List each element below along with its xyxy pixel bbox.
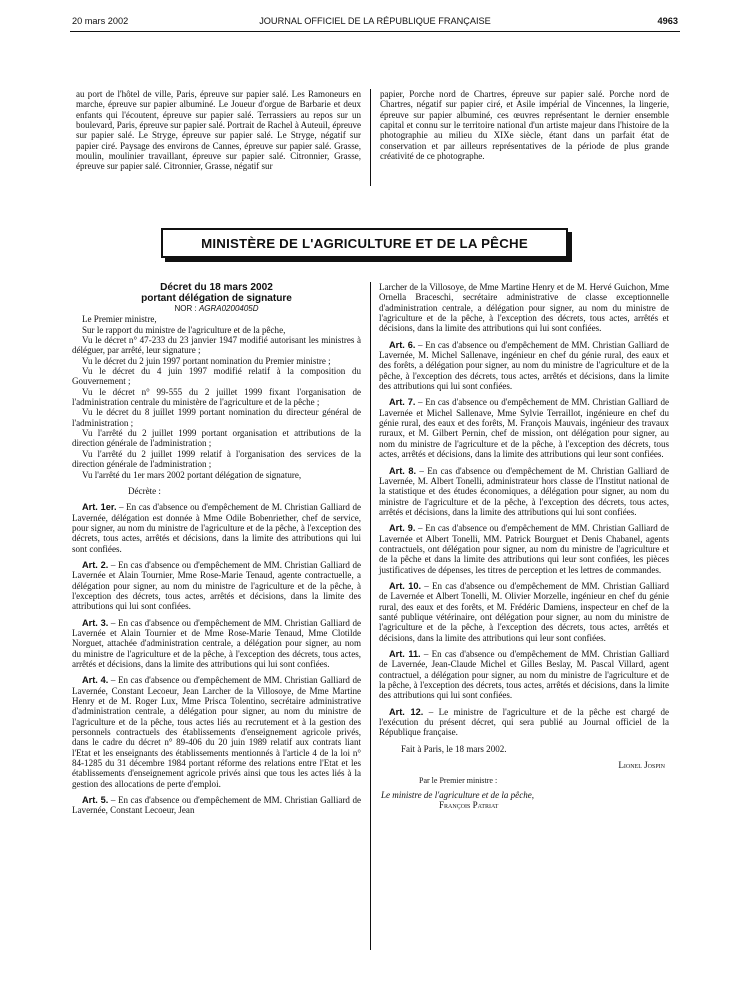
column-divider [370, 282, 371, 950]
top-right-text: papier, Porche nord de Chartres, épreuve sur papier salé. Porche nord de Chartres, négatif sur papier ciré, et Asile impérial de Vincennes, la lingerie, épreuve sur papier albuminé, ces œuvres représentant le dernier ensemble capital et connu sur le territoire national d'un artiste majeur dans l'histoire de la photographie au milieu du XIXe siècle, étant dans un parfait état de conservation et par ailleurs représentatives de la période de plus grande créativité de ce photographe. [380, 89, 669, 162]
article-label: Art. 11. [389, 649, 421, 659]
by-prime-minister: Par le Premier ministre : [419, 776, 498, 786]
article-label: Art. 10. [389, 580, 422, 591]
article [379, 581, 669, 643]
article-label: Art. 1er. [82, 502, 117, 513]
article-text: – En cas d'absence ou d'empêchement de MM. Christian Galliard de Lavernée et Alain Tournier, Mme Rose-Marie Tenaud, agente contractuelle, a délégation pour signer, au nom du ministre de l'agriculture et de la pêche, à l'exception des décrets, tous actes, arrêtés et décisions, dans la limite des attributions qui lui sont confiées. [72, 559, 361, 612]
preamble-line: Vu le décret n° 47-233 du 23 janvier 1947 modifié autorisant les ministres à déléguer, par arrêté, leur signature ; [72, 335, 361, 356]
header-journal-title: JOURNAL OFFICIEL DE LA RÉPUBLIQUE FRANÇAISE [259, 16, 491, 26]
column-divider-top [370, 89, 371, 186]
preamble-line: Vu l'arrêté du 1er mars 2002 portant délégation de signature, [82, 469, 302, 480]
article [72, 618, 361, 670]
article-label: Art. 3. [82, 617, 109, 628]
page-header [72, 16, 678, 30]
articles-right [379, 340, 669, 738]
article-label: Art. 4. [82, 675, 109, 686]
decree-left-column [72, 282, 361, 816]
article [379, 340, 669, 392]
minister-title: Le ministre de l'agriculture et de la pêche, [381, 789, 535, 800]
article-text: – En cas d'absence ou d'empêchement de MM. Christian Galliard de Lavernée et Albert Tonelli, M. Olivier Morzelle, ingénieur en chef du génie rural, des eaux et des forêts, et M. Frédéric Damiens, inspecteur en chef de la santé publique vétérinaire, ont délégation pour signer, au nom du ministre de l'agriculture et de la pêche, à l'exception des décrets, tous actes, arrêtés et décisions, dans la limite des attributions qui leur sont confiées. [379, 580, 669, 643]
preamble-line: Vu l'arrêté du 2 juillet 1999 portant organisation et attributions de la direction générale de l'administration ; [72, 428, 361, 449]
article-label: Art. 7. [389, 397, 416, 408]
article-text: – En cas d'absence ou d'empêchement de MM. Christian Galliard de Lavernée et Alain Tournier et de Mme Rose-Marie Tenaud, Mme Clotilde Norguet, attachée d'administration centrale, a délégation pour signer, au nom du ministre de l'agriculture et de la pêche, à l'exception des décrets, tous actes, arrêtés et décisions, dans la limite des attributions qui lui sont confiées. [72, 617, 361, 669]
article-label: Art. 2. [82, 559, 109, 570]
article-text: – En cas d'absence ou d'empêchement de MM. Christian Galliard de Lavernée, Constant Lecoeur, Jean Larcher de la Villosoye, de Mme Martine Henry et de M. Roger Lux, Mme Prisca Tolentino, secrétaire administrative d'administration centrale, a délégation pour signer, au nom du ministre de l'agriculture et de la pêche, tous actes liés au recrutement et à la gestion des personnels contractuels des établissements d'enseignement agricole privés, dans le cadre du décret n° 89-406 du 20 juin 1989 relatif aux contrats liant l'Etat et les enseignants des établissements mentionnés à l'article 4 de la loi n° 84-1285 du 31 décembre 1984 portant réforme des relations entre l'Etat et les établissements d'enseignement agricole privés ainsi que tous les actes liés à la gestion des allocations de perte d'emploi. [72, 675, 361, 789]
article-text: – En cas d'absence ou d'empêchement de M. Christian Galliard de Lavernée, délégation est donnée à Mme Odile Bobenriether, chef de service, pour signer, au nom du ministre de l'agriculture et de la pêche, à l'exception des décrets, tous actes, arrêtés et décisions, dans la limite des attributions qui lui sont confiées. [72, 502, 361, 554]
preamble-line: Vu l'arrêté du 2 juillet 1999 relatif à l'organisation des services de la direction générale de l'administration ; [72, 448, 361, 470]
top-left-column [76, 89, 361, 172]
header-date: 20 mars 2002 [72, 16, 129, 26]
article-5-continuation: Larcher de la Villosoye, de Mme Martine Henry et de M. Hervé Guichon, Mme Ornella Braceschi, secrétaire administrative de classe exceptionnelle d'administration centrale, a délégation pour signer, au nom du ministre de l'agriculture et de la pêche, à l'exception des décrets, tous actes, arrêtés et décisions, dans la limite des attributions qui lui sont confiées. [379, 282, 669, 334]
article-text: – En cas d'absence ou d'empêchement de MM. Christian Galliard de Lavernée, Constant Lecoeur, Jean [72, 795, 361, 816]
preamble-line: Vu le décret du 8 juillet 1999 portant nomination du directeur général de l'administration ; [72, 407, 361, 428]
articles-left [72, 502, 361, 816]
ministry-heading-box [161, 228, 568, 258]
article [379, 649, 669, 701]
header-page-number: 4963 [657, 16, 678, 26]
top-left-text: au port de l'hôtel de ville, Paris, épreuve sur papier salé. Les Ramoneurs en marche, épreuve sur papier albuminé. Le Joueur d'orgue de Barbarie et deux enfants qui l'écoutent, épreuve sur papier salé. Terrassiers au repos sur un boulevard, Paris, épreuve sur papier salé. Portrait de Rachel à Auteuil, épreuve sur papier salé. Le Stryge, épreuve sur papier salé. Le Stryge, négatif sur papier ciré. Paysage des environs de Cannes, épreuve sur papier salé. Grasse, moulin, moulinier travaillant, épreuve sur papier salé. Citronnier, Grasse, épreuve sur papier salé. Citronnier, Grasse, négatif sur [76, 89, 361, 172]
decree-title-line1: Décret du 18 mars 2002 [160, 282, 273, 293]
article [72, 502, 361, 554]
article [379, 523, 669, 575]
article-label: Art. 5. [82, 795, 109, 806]
article [379, 707, 669, 738]
article-text: – En cas d'absence ou d'empêchement de MM. Christian Galliard de Lavernée et Albert Tonelli, MM. Patrick Bourguet et Denis Chabanel, agents contractuels, ont délégation pour signer, au nom du ministre de l'agriculture et de la pêche et dans la limite des attributions qui leur sont confiées, les pièces justificatives de dépenses, les titres de perception et les lettres de commandes. [379, 523, 669, 575]
prime-minister-signature: Lionel Jospin [618, 760, 665, 771]
signing-place-date: Fait à Paris, le 18 mars 2002. [401, 743, 507, 754]
article-text: – En cas d'absence ou d'empêchement de MM. Christian Galliard de Lavernée et Michel Sallenave, Mme Sylvie Terraillot, ingénieure en chef du génie rural, des eaux et des forêts, M. François Mauvais, ingénieur des travaux ruraux, et M. Gilbert Pernin, chef de mission, ont délégation pour signer, au nom du ministre de l'agriculture et de la pêche, à l'exception des décrets, tous actes, arrêtés et décisions, dans la limite des attributions qui leur sont confiées. [379, 397, 669, 460]
article [72, 795, 361, 816]
article-label: Art. 6. [389, 339, 416, 350]
top-right-column [380, 89, 669, 161]
preamble [72, 314, 361, 480]
article [72, 675, 361, 789]
article [379, 397, 669, 459]
preamble-line: Vu le décret du 2 juin 1997 portant nomination du Premier ministre ; [82, 355, 331, 366]
article-text: – En cas d'absence ou d'empêchement de M. Christian Galliard de Lavernée, M. Albert Tonelli, administrateur hors classe de l'Institut national de la statistique et des études économiques, a délégation pour signer, au nom du ministre de l'agriculture et de la pêche, à l'exception des décrets, tous actes, arrêtés et décisions, dans la limite des attributions qui lui sont confiées. [379, 465, 669, 517]
article-label: Art. 8. [389, 465, 417, 476]
decree-title-line2: portant délégation de signature [141, 293, 292, 304]
nor-reference [72, 304, 361, 314]
header-rule [70, 31, 680, 32]
decrete-label: Décrète : [128, 485, 161, 496]
preamble-line: Vu le décret n° 99-555 du 2 juillet 1999 fixant l'organisation de l'administration centrale du ministère de l'agriculture et de la pêche ; [72, 386, 361, 408]
decree-right-column [379, 282, 669, 810]
article [379, 466, 669, 518]
article-label: Art. 9. [389, 523, 416, 534]
nor-code: AGRA0200405D [198, 304, 259, 313]
article-text: – Le ministre de l'agriculture et de la pêche est chargé de l'exécution du présent décret, qui sera publié au Journal officiel de la République française. [379, 706, 669, 738]
article [72, 560, 361, 612]
article-text: – En cas d'absence ou d'empêchement de MM. Christian Galliard de Lavernée, M. Michel Sallenave, ingénieur en chef du génie rural, des eaux et des forêts, a délégation pour signer, au nom du ministre de l'agriculture et de la pêche, à l'exception des décrets, tous actes, arrêtés et décisions, dans la limite des attributions qui lui sont confiées. [379, 339, 669, 392]
preamble-line: Vu le décret du 4 juin 1997 modifié relatif à la composition du Gouvernement ; [72, 366, 361, 387]
ministry-heading: MINISTÈRE DE L'AGRICULTURE ET DE LA PÊCHE [201, 235, 528, 251]
article-label: Art. 12. [389, 706, 424, 717]
preamble-line: Le Premier ministre, [82, 314, 157, 325]
nor-label: NOR : [174, 304, 197, 313]
preamble-line: Sur le rapport du ministre de l'agriculture et de la pêche, [82, 324, 286, 335]
minister-signature: François Patriat [439, 800, 499, 811]
article-text: – En cas d'absence ou d'empêchement de MM. Christian Galliard de Lavernée, Jean-Claude Michel et Gilles Beslay, M. Pascal Villard, agent contractuel, a délégation pour signer, au nom du ministre de l'agriculture et de la pêche, à l'exception des décrets, tous actes, arrêtés et décisions, dans la limite des attributions qui lui sont confiées. [379, 649, 670, 701]
